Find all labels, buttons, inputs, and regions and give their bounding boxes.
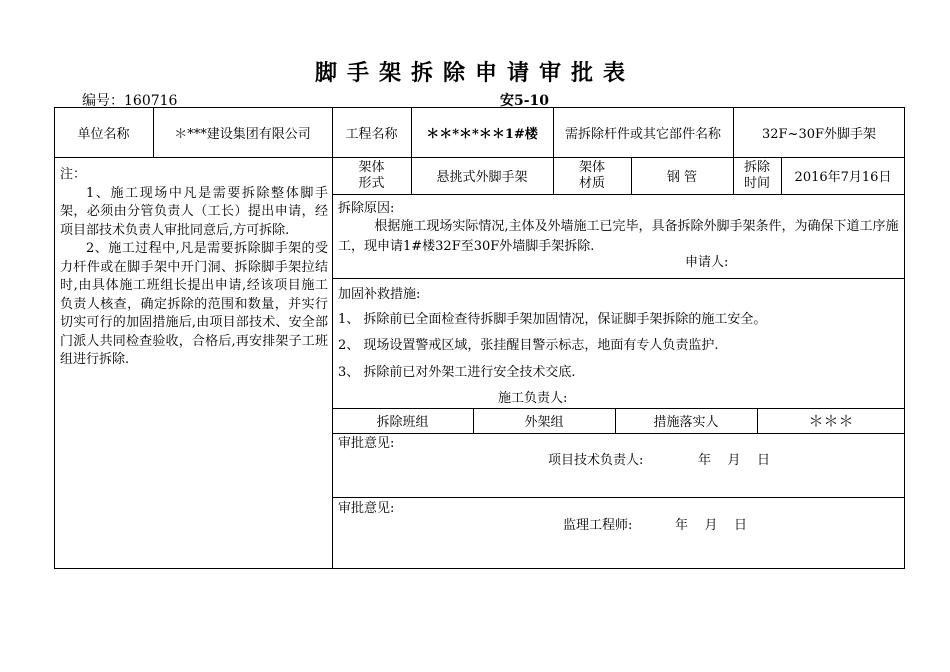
parts-value: 32F~30F外脚手架 [761, 126, 877, 142]
form-number: 安5-10 [500, 93, 550, 109]
approval1-date: 年 月 日 [698, 453, 771, 468]
measure-item-3: 3、 拆除前已对外架工进行安全技术交底. [338, 365, 576, 380]
measure-item-1: 1、 拆除前已全面检查待拆脚手架加固情况，保证脚手架拆除的施工安全。 [338, 312, 767, 327]
remove-time-label-line1: 拆除 [743, 159, 770, 175]
reason-bottom-line [332, 278, 905, 279]
unit-label: 单位名称 [77, 126, 130, 142]
measures-label: 加固补救措施: [338, 287, 421, 302]
frame-material-label-line1: 架体 [578, 159, 605, 175]
frame-material-label [553, 157, 631, 194]
remove-time-label [733, 157, 781, 194]
notes-section [60, 166, 328, 370]
project-label: 工程名称 [345, 126, 398, 142]
note-item-1: 1、施工现场中凡是需要拆除整体脚手架，必须由分管负责人（工长）提出申请，经项目部技术负责人审批同意后,方可拆除. [60, 185, 328, 238]
reason-label: 拆除原因: [338, 201, 395, 216]
approval1-label: 审批意见: [338, 436, 395, 451]
approval2-signer: 监理工程师: [563, 518, 633, 533]
frame-form-value: 悬挑式外脚手架 [436, 170, 528, 185]
note-item-2: 2、施工过程中,凡是需要拆除脚手架的受力杆件或在脚手架中开门洞、拆除脚手架拉结时,由具体施工班组长提出申请,经该项目施工负责人核查，确定拆除的范围和数量，并实行切实可行的加固措施后,由项目部技术、安全部门派人共同检查验收，合格后,再安排架子工班组进行拆除. [60, 241, 328, 367]
implementer-value: ＊＊＊ [808, 412, 854, 430]
team-label: 拆除班组 [376, 415, 429, 430]
approval2-date: 年 月 日 [675, 518, 748, 533]
remove-time-label-line2: 时间 [743, 175, 770, 191]
frame-form-label-line1: 架体 [358, 159, 385, 175]
approval2-label: 审批意见: [338, 501, 395, 516]
measure-item-2: 2、 现场设置警戒区域，张挂醒目警示标志，地面有专人负责监护. [338, 338, 719, 353]
approval1-signer: 项目技术负责人: [548, 453, 644, 468]
row2-bottom-line [332, 194, 905, 195]
applicant-label: 申请人: [685, 255, 729, 270]
frame-form-label [332, 157, 411, 194]
frame-material-label-line2: 材质 [578, 175, 605, 191]
parts-label: 需拆除杆件或其它部件名称 [564, 126, 721, 142]
notes-heading: 注： [60, 167, 87, 182]
page-title: 脚手架拆除申请审批表 [314, 60, 635, 86]
reason-text: 根据施工现场实际情况,主体及外墙施工已完毕，具备拆除外脚手架条件，为确保下道工序施工，现申请1#楼32F至30F外墙脚手架拆除. [338, 219, 899, 254]
implementer-label: 措施落实人 [653, 415, 719, 430]
remove-time-value: 2016年7月16日 [794, 170, 892, 185]
frame-material-value: 钢 管 [666, 170, 698, 185]
crew-bottom-line [332, 433, 905, 434]
project-value: ＊＊*＊*＊＊1#楼 [426, 126, 538, 142]
unit-value: ＊***建设集团有限公司 [174, 126, 311, 142]
construction-leader-label: 施工负责人: [498, 391, 568, 406]
form-code: 编号：160716 [82, 93, 178, 109]
team-value: 外架组 [524, 415, 564, 430]
frame-form-label-line2: 形式 [358, 175, 385, 191]
approval-divider-line [332, 497, 905, 498]
